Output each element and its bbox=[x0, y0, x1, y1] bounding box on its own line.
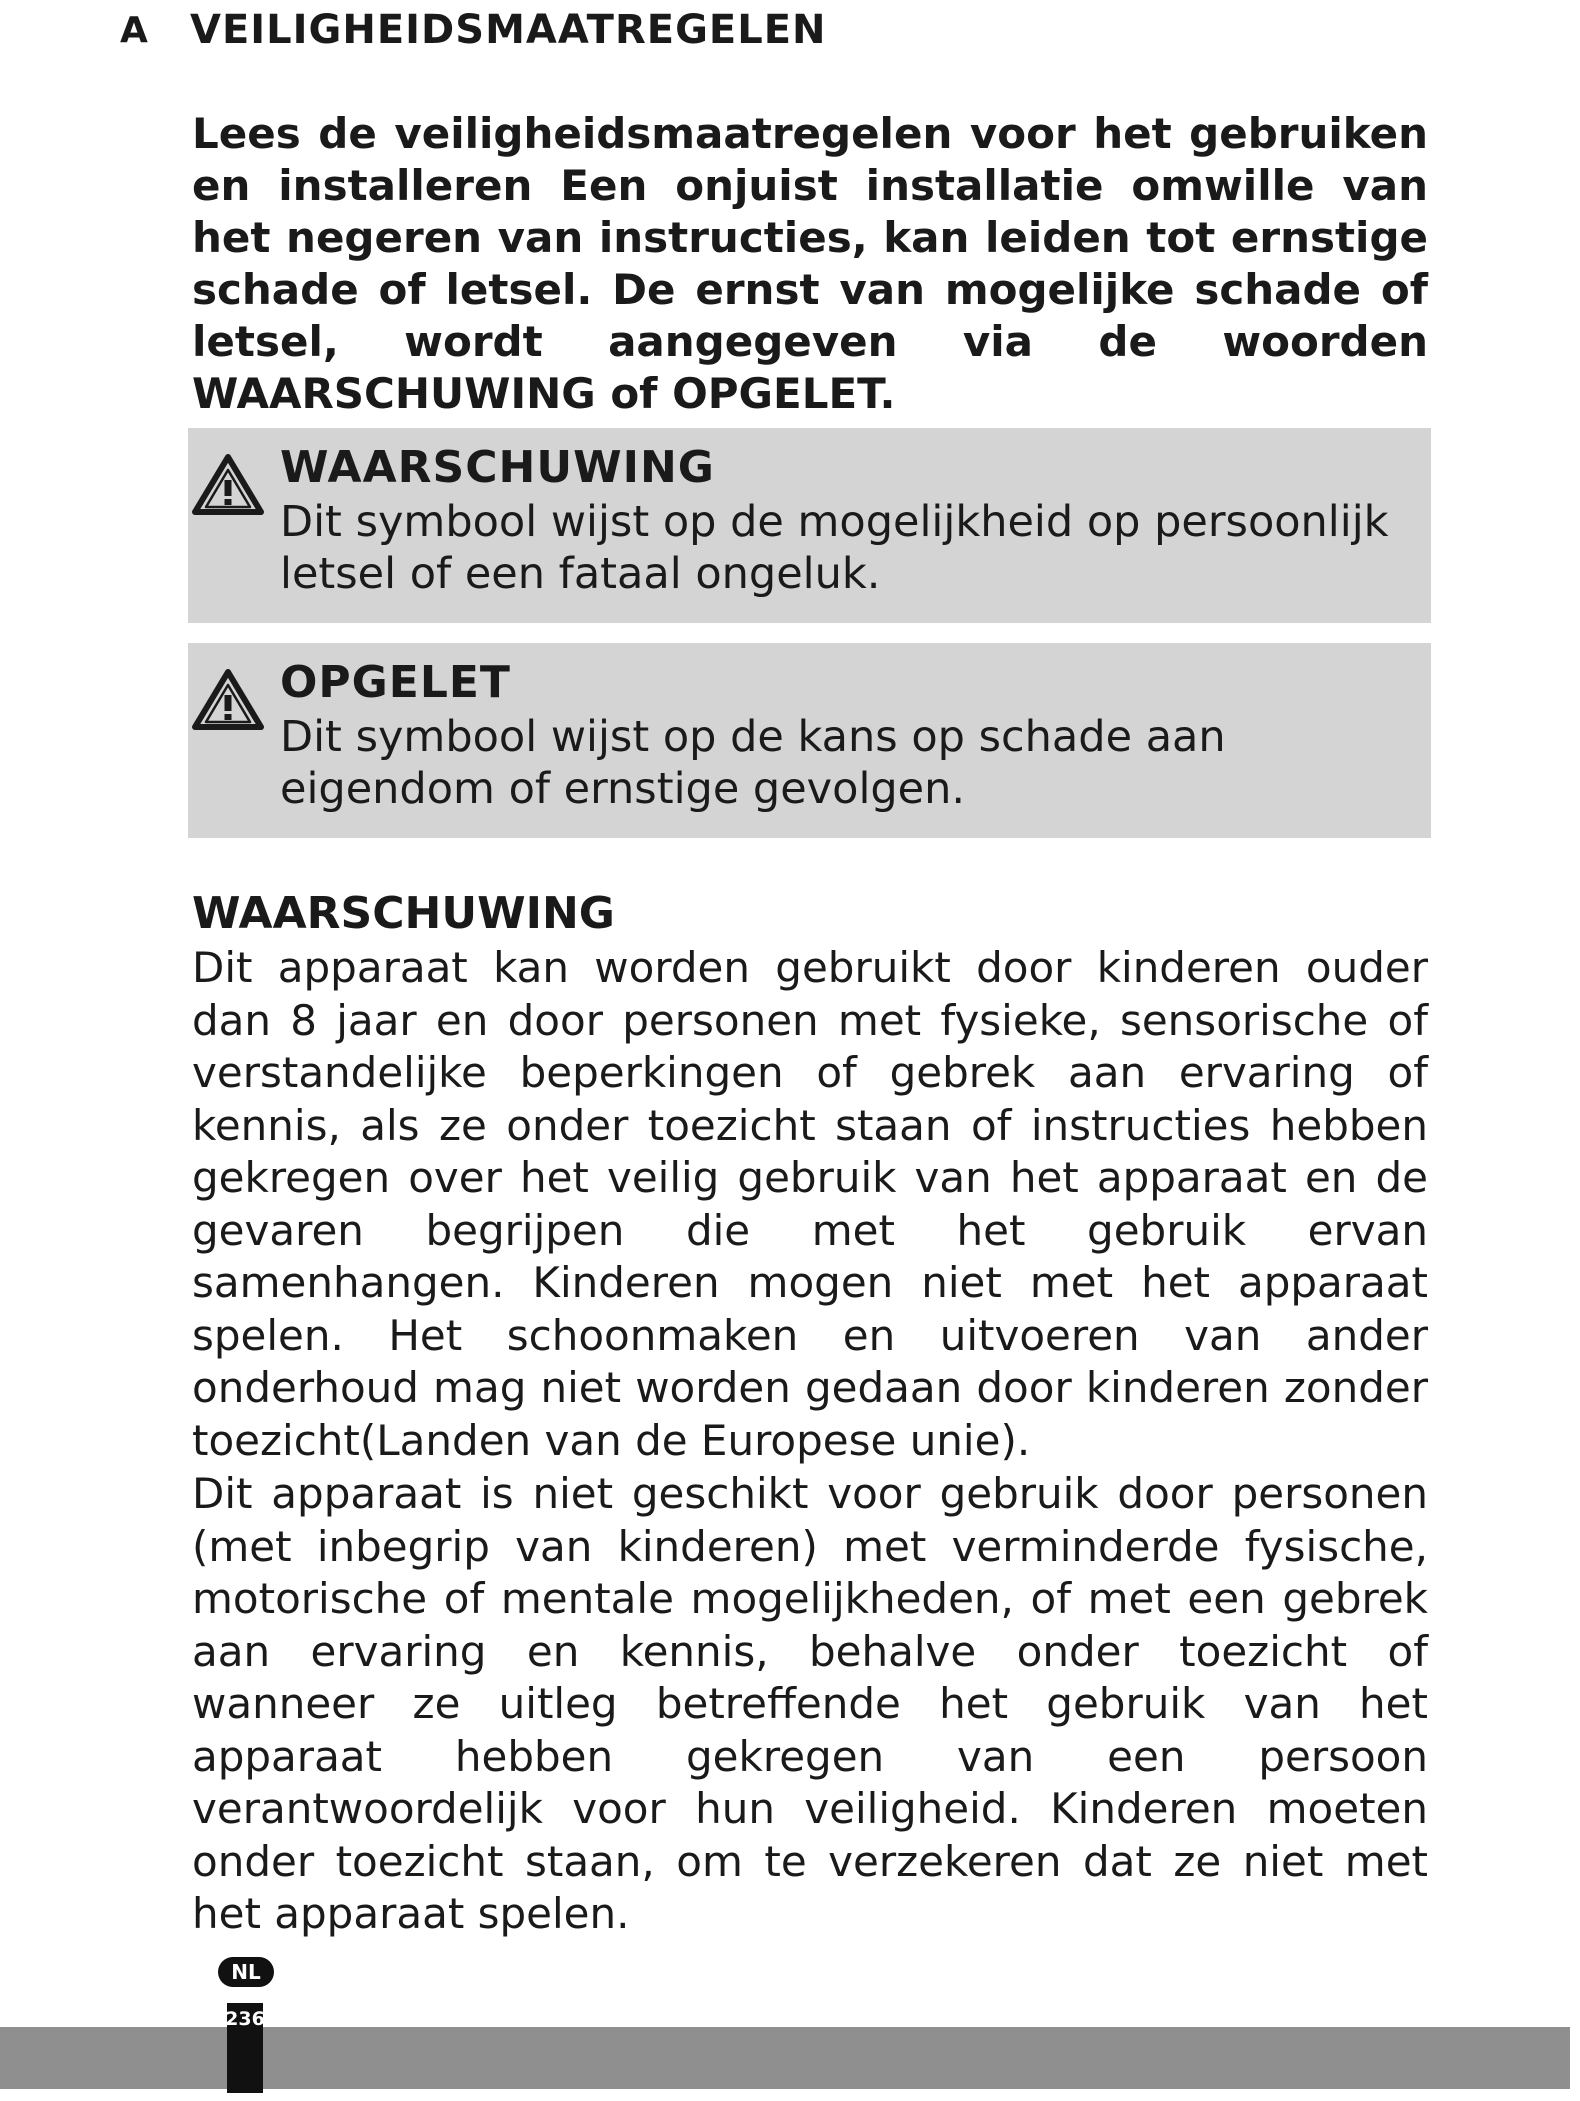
caution-notice-box bbox=[188, 643, 1431, 838]
warning-notice-box bbox=[188, 428, 1431, 623]
notice-title: OPGELET bbox=[280, 657, 511, 708]
warning-triangle-icon bbox=[192, 669, 264, 731]
warning-paragraph: Dit apparaat is niet geschikt voor gebruik door personen (met inbegrip van kinderen) met verminderde fysische, motorische of mentale mogelijkheden, of met een gebrek aan ervaring en kennis, behalve onder toezicht of wanneer ze uitleg betreffende het gebruik van het apparaat hebben gekregen van een persoon verantwoordelijk voor hun veiligheid. Kinderen moeten onder toezicht staan, om te verzekeren dat ze niet met het apparaat spelen. bbox=[192, 1469, 1428, 1938]
warning-triangle-icon bbox=[192, 454, 264, 516]
page-number: 236 bbox=[225, 2008, 265, 2030]
intro-paragraph: Lees de veiligheidsmaatregelen voor het gebruiken en installeren Een onjuist installatie omwille van het negeren van instructies, kan leiden tot ernstige schade of letsel. De ernst van mogelijke schade of letsel, wordt aangegeven via de woorden WAARSCHUWING of OPGELET. bbox=[192, 109, 1428, 418]
section-title-main: VEILIGHEIDSMAATREGELEN bbox=[190, 7, 827, 53]
warning-section-title: WAARSCHUWING bbox=[192, 888, 615, 939]
warning-paragraph: Dit apparaat kan worden gebruikt door kinderen ouder dan 8 jaar en door personen met fysieke, sensorische of verstandelijke beperkingen of gebrek aan ervaring of kennis, als ze onder toezicht staan of instructies hebben gekregen over het veilig gebruik van het apparaat en de gevaren begrijpen die met het gebruik ervan samenhangen. Kinderen mogen niet met het apparaat spelen. Het schoonmaken en uitvoeren van ander onderhoud mag niet worden gedaan door kinderen zonder toezicht(Landen van de Europese unie). bbox=[192, 943, 1428, 1465]
language-badge: NL bbox=[218, 1957, 274, 1987]
section-header bbox=[120, 0, 827, 60]
notice-title: WAARSCHUWING bbox=[280, 442, 715, 493]
notice-text: Dit symbool wijst op de kans op schade aan eigendom of ernstige gevolgen. bbox=[280, 712, 1226, 814]
section-letter: A bbox=[120, 9, 149, 51]
notice-text: Dit symbool wijst op de mogelijkheid op persoonlijk letsel of een fataal ongeluk. bbox=[280, 497, 1389, 599]
